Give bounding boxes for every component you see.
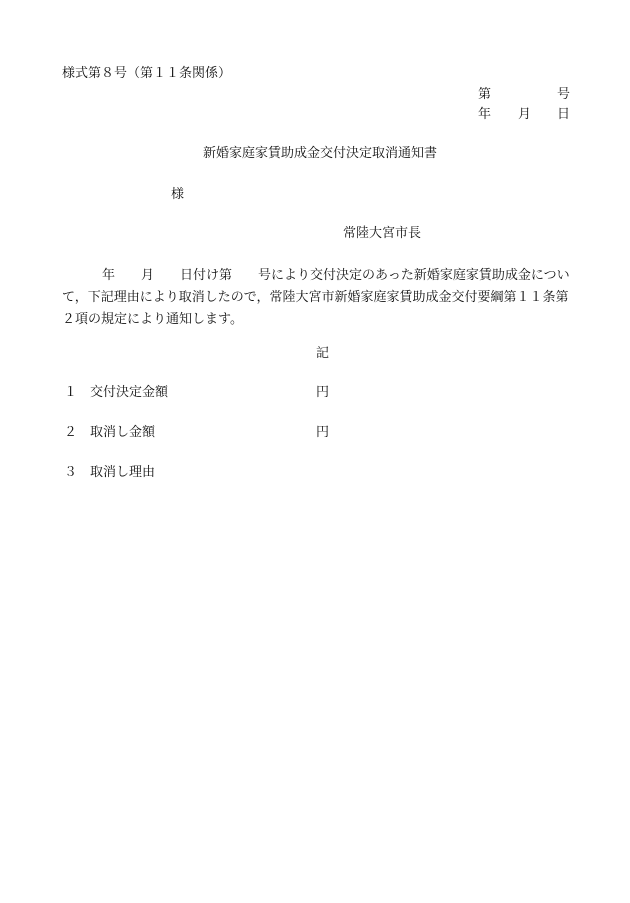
body-paragraph: 年 月 日付け第 号により交付決定のあった新婚家庭家賃助成金について，下記理由により取消したので，常陸大宮市新婚家庭家賃助成金交付要綱第１１条第２項の規定により通知します。	[62, 268, 570, 327]
date-year: 年	[478, 107, 492, 122]
item-1-number: １	[64, 385, 78, 400]
item-1-label: 交付決定金額	[90, 385, 169, 400]
item-2-unit: 円	[316, 425, 330, 440]
date-day: 日	[557, 107, 571, 122]
form-number: 様式第８号（第１１条関係）	[62, 66, 232, 81]
recipient-honorific: 様	[171, 187, 185, 202]
reference-number-suffix: 号	[557, 87, 571, 102]
item-2-label: 取消し金額	[90, 425, 156, 440]
item-1-unit: 円	[316, 385, 330, 400]
item-3-number: ３	[64, 465, 78, 480]
reference-number-prefix: 第	[478, 87, 492, 102]
issuer-name: 常陸大宮市長	[343, 226, 422, 241]
notes-heading: 記	[316, 346, 330, 361]
document-title: 新婚家庭家賃助成金交付決定取消通知書	[203, 146, 438, 161]
item-2-number: ２	[64, 425, 78, 440]
item-3-label: 取消し理由	[90, 465, 156, 480]
date-month: 月	[518, 107, 532, 122]
